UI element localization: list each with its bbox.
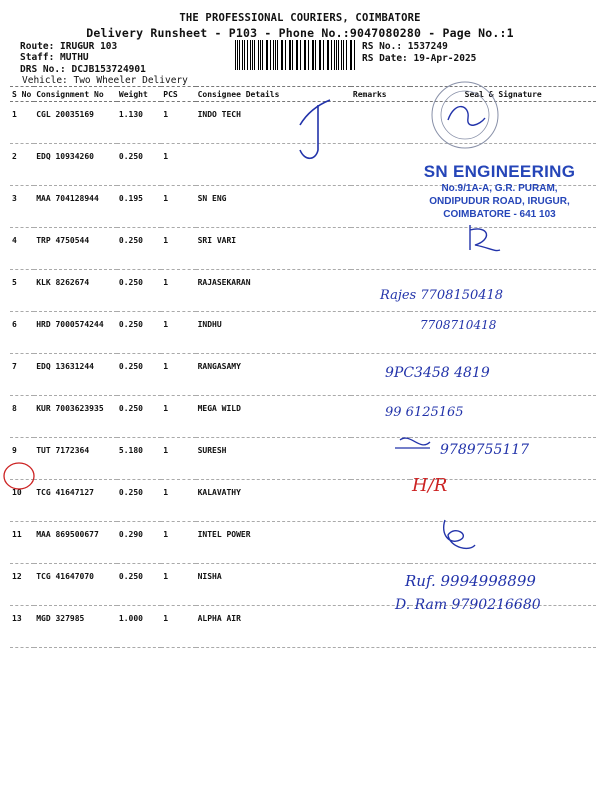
row-remarks <box>351 522 411 564</box>
row-pcs: 1 <box>161 564 195 606</box>
row-consignment-no: CGL 20035169 <box>34 102 117 144</box>
company-title: THE PROFESSIONAL COURIERS, COIMBATORE <box>179 12 421 24</box>
row-pcs: 1 <box>161 102 195 144</box>
row-seal <box>410 522 596 564</box>
barcode-bar <box>242 40 243 70</box>
barcode-bar <box>270 40 271 70</box>
row-weight: 0.290 <box>117 522 161 564</box>
header-sno: S No <box>10 87 34 102</box>
handwritten-row6b: 7708710418 <box>420 318 497 332</box>
row-consignee: RAJASEKARAN <box>196 270 351 312</box>
row-consignment-no: EDQ 13631244 <box>34 354 117 396</box>
row-pcs: 1 <box>161 228 195 270</box>
barcode-bar <box>334 40 335 70</box>
row-remarks <box>351 228 411 270</box>
row-consignee: MEGA WILD <box>196 396 351 438</box>
row-remarks <box>351 144 411 186</box>
row-weight: 0.195 <box>117 186 161 228</box>
row-remarks <box>351 186 411 228</box>
row-consignment-no: MGD 327985 <box>34 606 117 648</box>
table-row <box>10 228 596 270</box>
row-pcs: 1 <box>161 270 195 312</box>
row-pcs: 1 <box>161 438 195 480</box>
row-weight: 0.250 <box>117 396 161 438</box>
row-consignment-no: TCG 41647070 <box>34 564 117 606</box>
table-row <box>10 102 596 144</box>
row-consignee: RANGASAMY <box>196 354 351 396</box>
row-sno: 10 <box>10 480 34 522</box>
barcode-bar <box>351 40 352 70</box>
row-consignee: NISHA <box>196 564 351 606</box>
row-consignee: INDHU <box>196 312 351 354</box>
handwritten-row10: H/R <box>412 475 448 496</box>
row-pcs: 1 <box>161 606 195 648</box>
row-consignee: INTEL POWER <box>196 522 351 564</box>
row-weight: 0.250 <box>117 270 161 312</box>
row-weight: 1.000 <box>117 606 161 648</box>
barcode-bar <box>328 40 329 70</box>
route-label: Route: IRUGUR 103 <box>20 41 118 52</box>
row-consignee: ALPHA AIR <box>196 606 351 648</box>
row-pcs: 1 <box>161 312 195 354</box>
barcode-bar <box>285 40 286 70</box>
row-sno: 7 <box>10 354 34 396</box>
barcode-bar <box>254 40 255 70</box>
row-weight: 0.250 <box>117 312 161 354</box>
row-consignee: SURESH <box>196 438 351 480</box>
table-row <box>10 354 596 396</box>
drs-label: DRS No.: DCJB153724901 <box>20 64 146 75</box>
row-consignment-no: HRD 7000574244 <box>34 312 117 354</box>
barcode-bar <box>244 40 245 70</box>
row-consignee <box>196 144 351 186</box>
vehicle-label: Vehicle: Two Wheeler Delivery <box>22 75 188 86</box>
row-weight: 1.130 <box>117 102 161 144</box>
row-pcs: 1 <box>161 354 195 396</box>
row-pcs: 1 <box>161 480 195 522</box>
barcode-bar <box>262 40 263 70</box>
row-sno: 13 <box>10 606 34 648</box>
header-consignee: Consignee Details <box>196 87 351 102</box>
stamp-address-3: COIMBATORE - 641 103 <box>443 209 556 220</box>
header-remarks: Remarks <box>351 87 411 102</box>
row-pcs: 1 <box>161 522 195 564</box>
row-weight: 0.250 <box>117 354 161 396</box>
header-seal: Seal & Signature <box>410 87 596 102</box>
row-consignee: INDO TECH <box>196 102 351 144</box>
rs-date: RS Date: 19-Apr-2025 <box>362 53 477 64</box>
row-consignment-no: TCG 41647127 <box>34 480 117 522</box>
row-consignment-no: TRP 4750544 <box>34 228 117 270</box>
row-sno: 6 <box>10 312 34 354</box>
barcode-bar <box>300 40 301 70</box>
row-consignment-no: TUT 7172364 <box>34 438 117 480</box>
row-consignment-no: KLK 8262674 <box>34 270 117 312</box>
row-consignment-no: MAA 704128944 <box>34 186 117 228</box>
row-pcs: 1 <box>161 396 195 438</box>
handwritten-row9: 9789755117 <box>440 442 530 458</box>
barcode-bar <box>320 40 321 70</box>
company-stamp <box>412 162 587 221</box>
row-sno: 1 <box>10 102 34 144</box>
row-consignment-no: MAA 869500677 <box>34 522 117 564</box>
barcode-bar <box>341 40 342 70</box>
row-remarks <box>351 312 411 354</box>
table-row <box>10 270 596 312</box>
row-sno: 5 <box>10 270 34 312</box>
row-consignee: SN ENG <box>196 186 351 228</box>
row-weight: 5.180 <box>117 438 161 480</box>
row-remarks <box>351 480 411 522</box>
stamp-address-1: No.9/1A-A, G.R. PURAM, <box>441 183 558 194</box>
row-weight: 0.250 <box>117 144 161 186</box>
row-pcs: 1 <box>161 186 195 228</box>
table-row <box>10 312 596 354</box>
row-consignee: SRI VARI <box>196 228 351 270</box>
barcode-bar <box>292 40 293 70</box>
table-row <box>10 480 596 522</box>
table-row <box>10 522 596 564</box>
row-sno: 2 <box>10 144 34 186</box>
barcode-bar <box>305 40 306 70</box>
barcode-bar <box>315 40 316 70</box>
barcode-bar <box>258 40 259 70</box>
barcode-bar <box>235 40 236 70</box>
row-consignment-no: EDQ 10934260 <box>34 144 117 186</box>
row-seal <box>410 102 596 144</box>
table-row <box>10 396 596 438</box>
table-header-row <box>10 87 596 102</box>
row-sno: 11 <box>10 522 34 564</box>
row-weight: 0.250 <box>117 228 161 270</box>
row-sno: 8 <box>10 396 34 438</box>
barcode <box>235 40 357 70</box>
barcode-bar <box>275 40 276 70</box>
row-weight: 0.250 <box>117 564 161 606</box>
runsheet-title: Delivery Runsheet - P103 - Phone No.:9047080280 - Page No.:1 <box>86 26 514 40</box>
row-weight: 0.250 <box>117 480 161 522</box>
handwritten-row13b: D. Ram 9790216680 <box>395 597 541 613</box>
staff-label: Staff: MUTHU <box>20 52 89 63</box>
barcode-bar <box>343 40 344 70</box>
row-sno: 3 <box>10 186 34 228</box>
stamp-name: SN ENGINEERING <box>423 162 576 181</box>
handwritten-row6: Rajes 7708150418 <box>380 288 504 303</box>
row-sno: 4 <box>10 228 34 270</box>
row-remarks <box>351 438 411 480</box>
header-consignment: Consignment No <box>34 87 117 102</box>
handwritten-row13a: Ruf. 9994998899 <box>405 572 536 590</box>
header-pcs: PCS <box>161 87 195 102</box>
handwritten-row8: 99 6125165 <box>385 405 464 420</box>
barcode-bar <box>308 40 309 70</box>
rs-number: RS No.: 1537249 <box>362 41 448 52</box>
row-pcs: 1 <box>161 144 195 186</box>
row-sno: 9 <box>10 438 34 480</box>
barcode-bar <box>282 40 283 70</box>
row-consignment-no: KUR 7003623935 <box>34 396 117 438</box>
header-weight: Weight <box>117 87 161 102</box>
stamp-address-2: ONDIPUDUR ROAD, IRUGUR, <box>429 196 570 207</box>
handwritten-row7: 9PC3458 4819 <box>385 365 490 381</box>
row-sno: 12 <box>10 564 34 606</box>
row-seal <box>410 228 596 270</box>
row-consignee: KALAVATHY <box>196 480 351 522</box>
row-remarks <box>351 102 411 144</box>
